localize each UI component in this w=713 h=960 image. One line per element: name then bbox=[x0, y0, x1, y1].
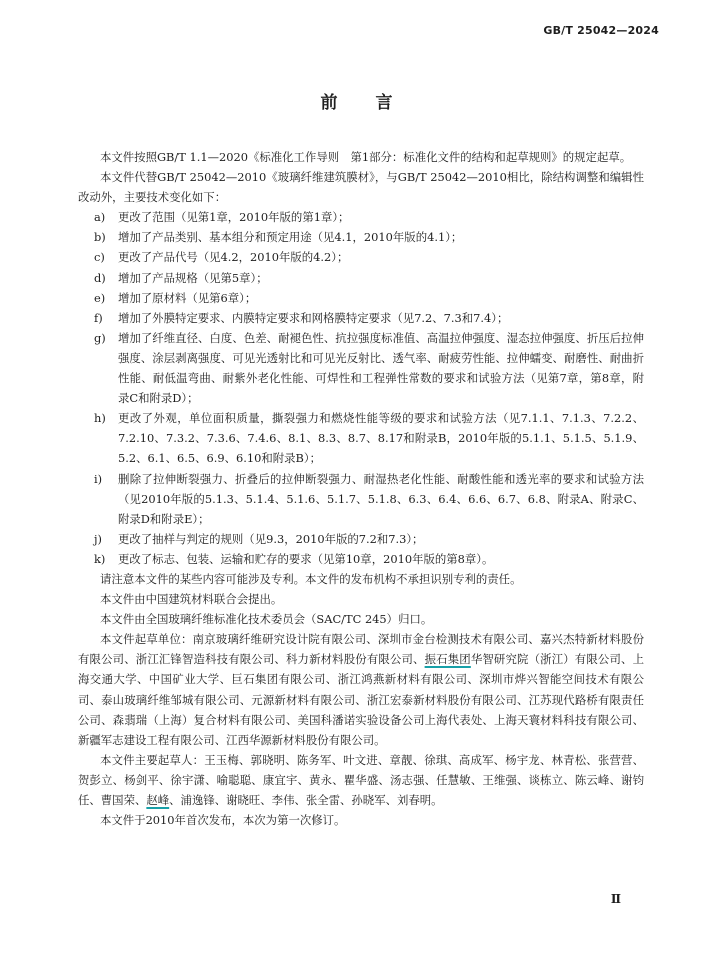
intro-paragraph: 本文件代替GB/T 25042—2010《玻璃纤维建筑膜材》，与GB/T 25042—2010相比，除结构调整和编辑性改动外，主要技术变化如下： bbox=[78, 170, 644, 205]
list-item bbox=[78, 408, 644, 468]
proposer-statement: 本文件由中国建筑材料联合会提出。 bbox=[100, 592, 283, 607]
publication-history: 本文件于2010年首次发布，本次为第一次修订。 bbox=[100, 813, 346, 828]
list-item-label: c) bbox=[94, 250, 105, 265]
list-item-text: 更改了外观，单位面积质量，撕裂强力和燃烧性能等级的要求和试验方法（见7.1.1、7.1.3、7.2.2、7.2.10、7.3.2、7.3.6、7.4.6、8.1、8.3、8.7、8.17和附录B，2010年版的5.1.1、5.1.5、5.1.9、5.2、6.1、6.5、6.9、6.10和附录B）； bbox=[118, 411, 644, 466]
list-item-text: 更改了范围（见第1章，2010年版的第1章）； bbox=[118, 210, 350, 225]
list-item-label: h) bbox=[94, 411, 106, 426]
list-item-text: 增加了纤维直径、白度、色差、耐褪色性、抗拉强度标准值、高温拉伸强度、湿态拉伸强度、折压后拉伸强度、涂层剥离强度、可见光透射比和可见光反射比、透气率、耐疲劳性能、拉伸蠕变、耐磨性、耐曲折性能、耐低温弯曲、耐紫外老化性能、可焊性和工程弹性常数的要求和试验方法（见第7章，第8章，附录C和附录D）； bbox=[118, 330, 644, 406]
list-item-label: f) bbox=[94, 310, 103, 325]
page-number: Ⅱ bbox=[610, 892, 621, 906]
list-item-label: e) bbox=[94, 290, 106, 305]
list-item-label: k) bbox=[94, 551, 106, 566]
list-item-text: 增加了产品类别、基本组分和预定用途（见4.1，2010年版的4.1）； bbox=[118, 230, 463, 245]
list-item-text: 更改了抽样与判定的规则（见9.3，2010年版的7.2和7.3）； bbox=[118, 531, 424, 546]
list-item bbox=[78, 207, 644, 227]
list-item-label: i) bbox=[94, 471, 103, 486]
committee-statement: 本文件由全国玻璃纤维标准化技术委员会（SAC/TC 245）归口。 bbox=[100, 612, 433, 627]
patent-notice: 请注意本文件的某些内容可能涉及专利。本文件的发布机构不承担识别专利的责任。 bbox=[100, 571, 522, 586]
drafters-text: 、浦逸锋、谢晓旺、李伟、张全雷、孙晓军、刘春明。 bbox=[169, 793, 443, 807]
foreword-body bbox=[78, 147, 644, 830]
drafting-units-text: 华智研究院（浙江）有限公司、上海交通大学、中国矿业大学、巨石集团有限公司、浙江鸿燕新材料有限公司、深圳市烨兴智能空间技术有限公司、泰山玻璃纤维邹城有限公司、元源新材料有限公司、浙江宏泰新材料股份有限公司、江苏现代路桥有限责任公司、森翡瑞（上海）复合材料有限公司、美国科潘诺实验设备公司上海代表处、上海天寰材料科技有限公司、新疆军志建设工程有限公司、江西华源新材料股份有限公司。 bbox=[78, 652, 644, 747]
highlighted-text: 赵峰 bbox=[146, 793, 170, 807]
list-item bbox=[78, 529, 644, 549]
list-item bbox=[78, 549, 644, 569]
list-item bbox=[78, 247, 644, 267]
list-item-label: d) bbox=[94, 270, 106, 285]
list-item bbox=[78, 469, 644, 529]
changes-list bbox=[78, 207, 644, 569]
list-item-text: 增加了外膜特定要求、内膜特定要求和网格膜特定要求（见7.2、7.3和7.4）； bbox=[118, 310, 509, 325]
drafting-units bbox=[78, 629, 644, 750]
page-title: 前 言 bbox=[320, 93, 409, 113]
drafters-text: 本文件主要起草人：王玉梅、郭晓明、陈务军、叶文进、章靓、徐琪、高成军、杨宇龙、林青松、张营营、贺彭立、杨剑平、徐宇潇、喻聪聪、康宜宇、黄永、瞿华盛、汤志强、任慧敏、王维强、谈栋立、陈云峰、谢钧任、曹国荣、 bbox=[78, 752, 644, 807]
list-item-text: 增加了原材料（见第6章）； bbox=[118, 290, 257, 305]
list-item bbox=[78, 227, 644, 247]
list-item-label: g) bbox=[94, 330, 106, 345]
list-item-label: a) bbox=[94, 210, 106, 225]
drafters bbox=[78, 750, 644, 810]
drafting-units-text: 本文件起草单位：南京玻璃纤维研究设计院有限公司、深圳市金台检测技术有限公司、嘉兴杰特新材料股份有限公司、浙江汇锋智造科技有限公司、科力新材料股份有限公司、 bbox=[78, 632, 644, 667]
list-item-text: 更改了标志、包装、运输和贮存的要求（见第10章，2010年版的第8章）。 bbox=[118, 551, 494, 566]
standard-number: GB/T 25042—2024 bbox=[543, 24, 659, 37]
highlighted-text: 振石集团 bbox=[424, 652, 471, 667]
list-item-label: b) bbox=[94, 230, 106, 245]
list-item bbox=[78, 308, 644, 328]
list-item bbox=[78, 288, 644, 308]
list-item bbox=[78, 268, 644, 288]
list-item bbox=[78, 328, 644, 408]
list-item-text: 删除了拉伸断裂强力、折叠后的拉伸断裂强力、耐湿热老化性能、耐酸性能和透光率的要求和试验方法（见2010年版的5.1.3、5.1.4、5.1.6、5.1.7、5.1.8、6.3、6.4、6.6、6.7、6.8、附录A、附录C、附录D和附录E）； bbox=[118, 471, 644, 526]
list-item-label: j) bbox=[94, 531, 102, 546]
list-item-text: 更改了产品代号（见4.2，2010年版的4.2）； bbox=[118, 250, 349, 265]
intro-paragraph: 本文件按照GB/T 1.1—2020《标准化工作导则 第1部分：标准化文件的结构和起草规则》的规定起草。 bbox=[100, 150, 632, 164]
list-item-text: 增加了产品规格（见第5章）； bbox=[118, 270, 268, 285]
